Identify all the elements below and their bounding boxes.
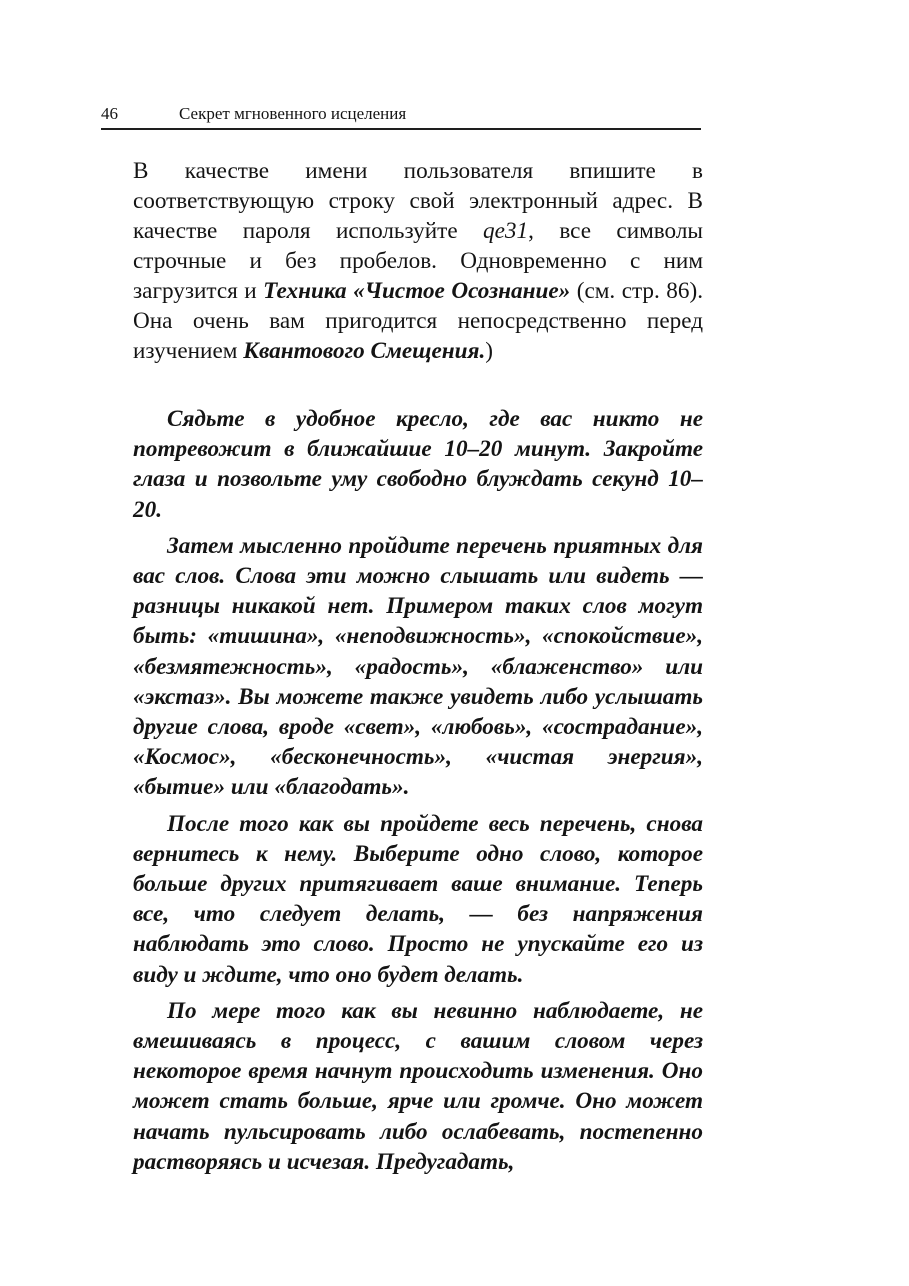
exercise-paragraph-2: Затем мысленно пройдите перечень приятных для вас слов. Слова эти можно слышать или видеть — разницы никакой нет. Примером таких слов могут быть: «тишина», «неподвижность», «спокойствие», «безмятежность», «радость», «блаженство» или «экстаз». Вы можете также увидеть либо услышать другие слова, вроде «свет», «любовь», «сострадание», «Космос», «бесконечность», «чистая энергия», «бытие» или «благодать». (133, 532, 703, 801)
intro-text-1: В качестве имени пользователя впишите в соответствующую строку свой электронный адрес. В качестве пароля используйте (133, 158, 703, 244)
running-header (101, 104, 701, 130)
exercise-block (133, 404, 703, 1177)
intro-text-4: ) (485, 338, 494, 364)
exercise-paragraph-3: После того как вы пройдете весь перечень, снова вернитесь к нему. Выберите одно слово, которое больше других притягивает ваше внимание. Теперь все, что следует делать, — без напряжения наблюдать это слово. Просто не упускайте его из виду и ждите, что оно будет делать. (133, 810, 703, 988)
password-text: qe31 (483, 218, 529, 244)
quantum-shift-name: Квантового Смещения. (243, 338, 486, 364)
running-title: Секрет мгновенного исцеления (179, 104, 407, 123)
intro-text-3: (см. стр. 86). Она очень вам пригодится непосредственно перед изучением (133, 278, 703, 364)
intro-paragraph (133, 156, 703, 366)
exercise-paragraph-4: По мере того как вы невинно наблюдаете, не вмешиваясь в процесс, с вашим словом через некоторое время начнут происходить изменения. Оно может стать больше, ярче или громче. Оно может начать пульсировать либо ослабевать, постепенно растворяясь и исчезая. Предугадать, (133, 997, 703, 1175)
page-body (133, 156, 703, 1183)
technique-name: Техника «Чистое Осознание» (263, 278, 571, 304)
page-number: 46 (101, 104, 118, 123)
exercise-paragraph-1: Сядьте в удобное кресло, где вас никто не потревожит в ближайшие 10–20 минут. Закройте глаза и позвольте уму свободно блуждать секунд 10–20. (133, 406, 703, 523)
intro-text-2: , все символы строчные и без пробелов. Одновременно с ним загрузится и (133, 218, 703, 304)
